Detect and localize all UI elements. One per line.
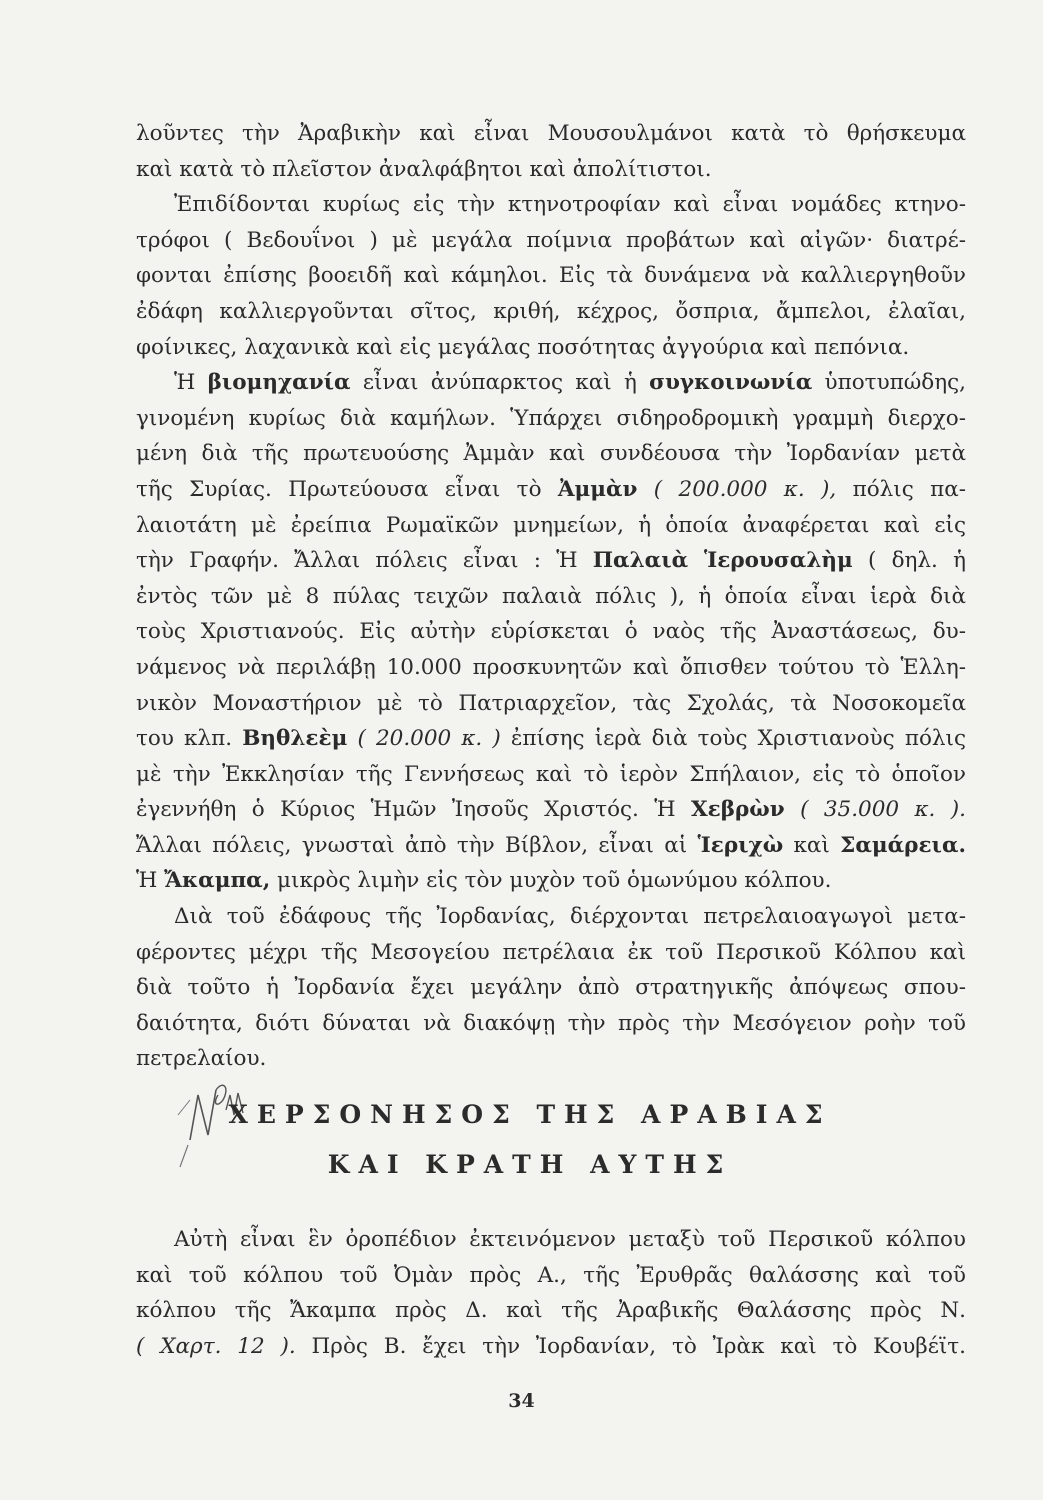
text-line: καὶ τοῦ κόλπου τοῦ Ὀμὰν πρὸς Α., τῆς Ἐρυθρᾶς θαλάσσης καὶ τοῦ [136, 1262, 966, 1288]
bold-term: βιομηχανία [207, 370, 351, 396]
text-line: Ἄλλαι πόλεις, γνωσταὶ ἀπὸ τὴν Βίβλον, εἶναι αἱ Ἱεριχὼ καὶ Σαμάρεια. [136, 832, 966, 858]
bold-term: Παλαιὰ Ἱερουσαλὴμ [592, 548, 853, 574]
text-line: τοὺς Χριστιανούς. Εἰς αὐτὴν εὑρίσκεται ὁ ναὸς τῆς Ἀναστάσεως, δυ- [136, 619, 966, 645]
text-line: του κλπ. Βηθλεὲμ ( 20.000 κ. ) ἐπίσης ἱερὰ διὰ τοὺς Χριστιανοὺς πόλις [136, 726, 966, 752]
text-line: μὲ τὴν Ἐκκλησίαν τῆς Γεννήσεως καὶ τὸ ἱερὸν Σπήλαιον, εἰς τὸ ὁποῖον [136, 761, 966, 787]
text-line: λαιοτάτη μὲ ἐρείπια Ρωμαϊκῶν μνημείων, ἡ ὁποία ἀναφέρεται καὶ εἰς [136, 512, 966, 538]
text-line: ἐδάφη καλλιεργοῦνται σῖτος, κριθή, κέχρος, ὄσπρια, ἄμπελοι, ἐλαῖαι, [136, 298, 966, 324]
text-line: γινομένη κυρίως διὰ καμήλων. Ὑπάρχει σιδηροδρομικὴ γραμμὴ διερχο- [136, 405, 966, 431]
page-number: 34 [508, 1390, 535, 1412]
text-line: τὴν Γραφήν. Ἄλλαι πόλεις εἶναι : Ἡ Παλαιὰ Ἱερουσαλὴμ ( δηλ. ἡ [136, 548, 966, 574]
text-line: φοίνικες, λαχανικὰ καὶ εἰς μεγάλας ποσότητας ἀγγούρια καὶ πεπόνια. [136, 334, 910, 360]
text-line: δαιότητα, διότι δύναται νὰ διακόψῃ τὴν πρὸς τὴν Μεσόγειον ροὴν τοῦ [136, 1010, 966, 1036]
text-line: Ἐπιδίδονται κυρίως εἰς τὴν κτηνοτροφίαν καὶ εἶναι νομάδες κτηνο- [174, 192, 966, 218]
text-line: Αὐτὴ εἶναι ἓν ὀροπέδιον ἐκτεινόμενον μεταξὺ τοῦ Περσικοῦ κόλπου [174, 1227, 966, 1252]
bold-term: Ἄκαμπα, [164, 868, 271, 894]
text-line: φέροντες μέχρι τῆς Μεσογείου πετρέλαια ἐκ τοῦ Περσικοῦ Κόλπου καὶ [136, 939, 966, 965]
text-line: Διὰ τοῦ ἐδάφους τῆς Ἰορδανίας, διέρχονται πετρελαιοαγωγοὶ μετα- [174, 904, 966, 930]
text-line: νάμενος νὰ περιλάβῃ 10.000 προσκυνητῶν καὶ ὄπισθεν τούτου τὸ Ἑλλη- [136, 654, 966, 680]
section-text [136, 1222, 966, 1364]
text-line: λοῦντες τὴν Ἀραβικὴν καὶ εἶναι Μουσουλμάνοι κατὰ τὸ θρήσκευμα [136, 121, 966, 146]
bold-term: Βηθλεὲμ [242, 726, 348, 752]
text-line: διὰ τοῦτο ἡ Ἰορδανία ἔχει μεγάλην ἀπὸ στρατηγικῆς ἀπόψεως σπου- [136, 975, 966, 1001]
text-line: τῆς Συρίας. Πρωτεύουσα εἶναι τὸ Ἀμμὰν ( 200.000 κ. ), πόλις πα- [136, 476, 966, 502]
text-line: Ἡ Ἄκαμπα, μικρὸς λιμὴν εἰς τὸν μυχὸν τοῦ ὁμωνύμου κόλπου. [136, 868, 832, 894]
text-line: ἐγεννήθη ὁ Κύριος Ἡμῶν Ἰησοῦς Χριστός. Ἡ Χεβρὼν ( 35.000 κ. ). [136, 797, 966, 823]
text-line: καὶ κατὰ τὸ πλεῖστον ἀναλφάβητοι καὶ ἀπολίτιστοι. [136, 156, 712, 182]
text-line: πετρελαίου. [136, 1046, 267, 1072]
text-line: ( Χαρτ. 12 ). Πρὸς Β. ἔχει τὴν Ἰορδανίαν, τὸ Ἰρὰκ καὶ τὸ Κουβέϊτ. [136, 1333, 966, 1359]
text-line: ἐντὸς τῶν μὲ 8 πύλας τειχῶν παλαιὰ πόλις ), ἡ ὁποία εἶναι ἱερὰ διὰ [136, 583, 966, 609]
bold-term: Χεβρὼν [690, 797, 785, 823]
text-line: μένη διὰ τῆς πρωτευούσης Ἀμμὰν καὶ συνδέουσα τὴν Ἰορδανίαν μετὰ [136, 441, 966, 467]
text-line: νικὸν Μοναστήριον μὲ τὸ Πατριαρχεῖον, τὰς Σχολάς, τὰ Νοσοκομεῖα [136, 690, 966, 716]
section-subheading: ΚΑΙ ΚΡΑΤΗ ΑΥΤΗΣ [327, 1150, 733, 1179]
section-heading: ΧΕΡΣΟΝΗΣΟΣ ΤΗΣ ΑΡΑΒΙΑΣ [228, 1100, 832, 1129]
bold-term: Ἱεριχὼ [697, 832, 784, 858]
text-line: κόλπου τῆς Ἄκαμπα πρὸς Δ. καὶ τῆς Ἀραβικῆς Θαλάσσης πρὸς Ν. [136, 1298, 966, 1324]
bold-term: Σαμάρεια. [840, 832, 966, 858]
text-line: Ἡ βιομηχανία εἶναι ἀνύπαρκτος καὶ ἡ συγκοινωνία ὑποτυπώδης, [174, 370, 966, 396]
text-line: τρόφοι ( Βεδουΐνοι ) μὲ μεγάλα ποίμνια προβάτων καὶ αἰγῶν· διατρέ- [136, 227, 966, 253]
text-line: φονται ἐπίσης βοοειδῆ καὶ κάμηλοι. Εἰς τὰ δυνάμενα νὰ καλλιεργηθοῦν [136, 263, 966, 289]
main-text [136, 116, 966, 1077]
bold-term: συγκοινωνία [649, 370, 813, 396]
bold-term: Ἀμμὰν [557, 476, 638, 502]
